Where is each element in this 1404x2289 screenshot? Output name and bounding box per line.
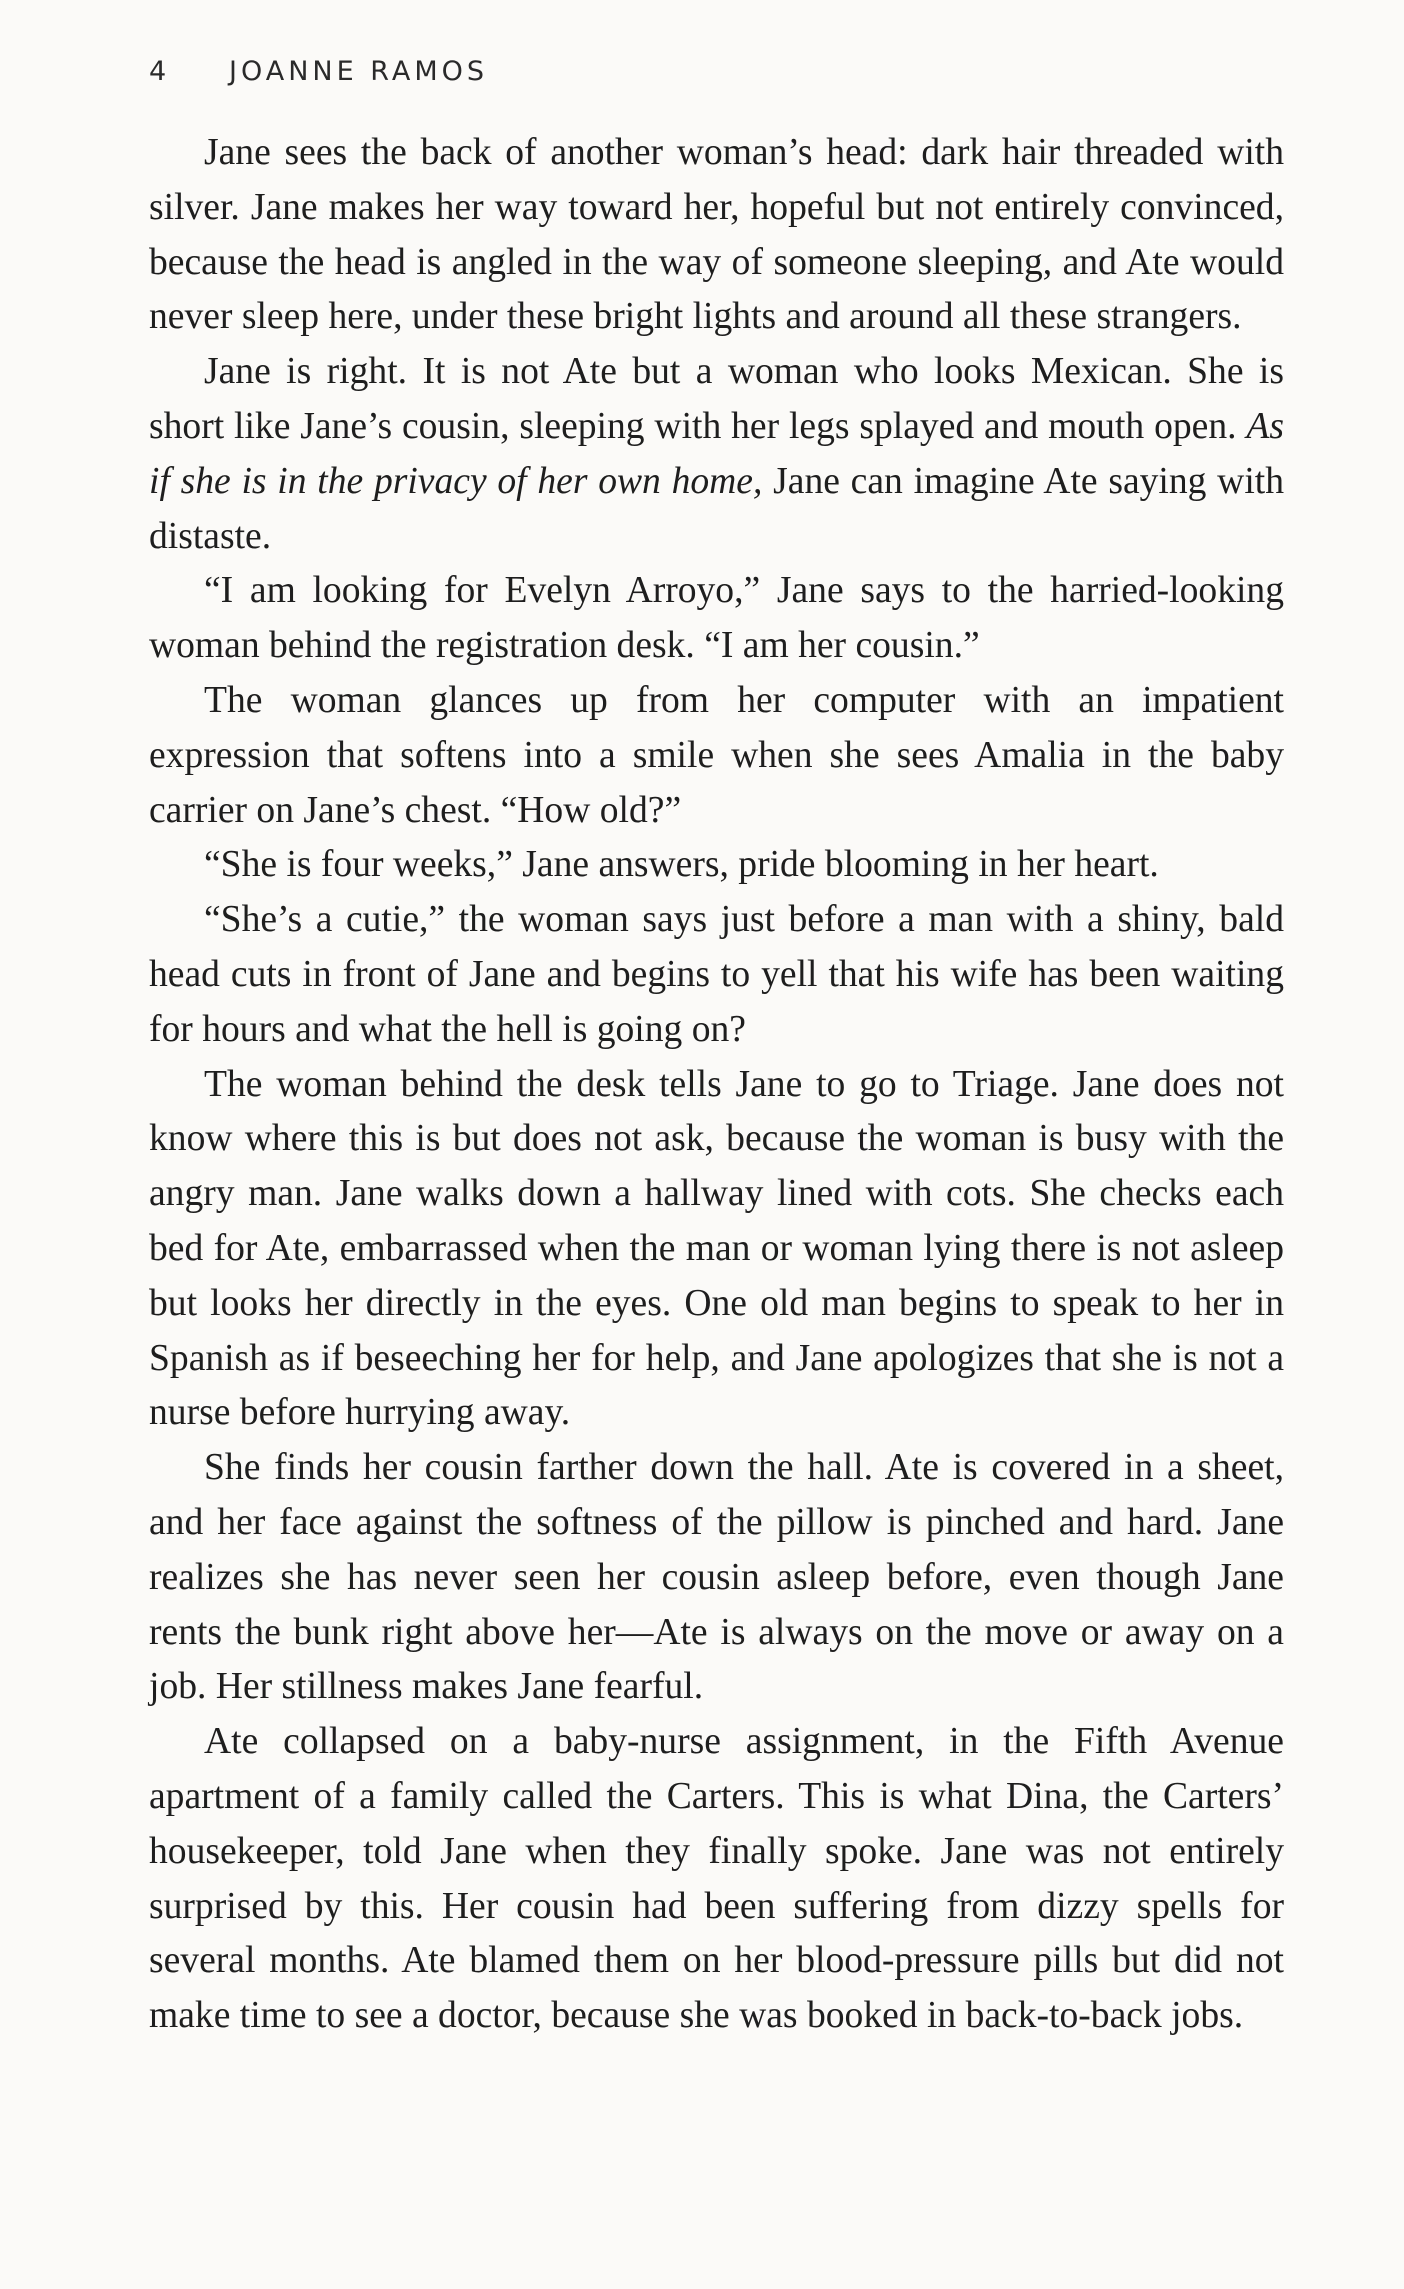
body-text [149, 126, 1284, 2044]
page-number: 4 [149, 56, 167, 87]
italic-thought: As if she is in the privacy of her own home, [149, 405, 1284, 502]
paragraph-text-continued: Jane can imagine Ate saying with distaste. [149, 460, 1284, 557]
paragraph: “She’s a cutie,” the woman says just before a man with a shiny, bald head cuts in front of Jane and begins to yell that his wife has been waiting for hours and what the hell is going on? [149, 899, 1284, 1050]
paragraph: Ate collapsed on a baby-nurse assignment, in the Fifth Avenue apartment of a family called the Carters. This is what Dina, the Carters’ housekeeper, told Jane when they finally spoke. Jane was not entirely surprised by this. Her cousin had been suffering from dizzy spells for several months. Ate blamed them on her blood-pressure pills but did not make time to see a doctor, because she was booked in back-to-back jobs. [149, 1721, 1284, 2037]
paragraph: “I am looking for Evelyn Arroyo,” Jane says to the harried-looking woman behind the registration desk. “I am her cousin.” [149, 570, 1284, 667]
author-name: JOANNE RAMOS [229, 56, 489, 87]
paragraph-text: Jane is right. It is not Ate but a woman who looks Mexican. She is short like Jane’s cousin, sleeping with her legs splayed and mouth open. [149, 351, 1284, 447]
paragraph: Jane sees the back of another woman’s head: dark hair threaded with silver. Jane makes her way toward her, hopeful but not entirely convinced, because the head is angled in the way of someone sleeping, and Ate would never sleep here, under these bright lights and around all these strangers. [149, 132, 1284, 338]
paragraph: “She is four weeks,” Jane answers, pride blooming in her heart. [204, 844, 1159, 886]
paragraph [149, 345, 1284, 564]
paragraph: She finds her cousin farther down the hall. Ate is covered in a sheet, and her face against the softness of the pillow is pinched and hard. Jane realizes she has never seen her cousin asleep before, even though Jane rents the bunk right above her—Ate is always on the move or away on a job. Her stillness makes Jane fearful. [149, 1447, 1284, 1708]
running-head [149, 56, 488, 87]
paragraph: The woman glances up from her computer with an impatient expression that softens into a smile when she sees Amalia in the baby carrier on Jane’s chest. “How old?” [149, 679, 1284, 831]
paragraph: The woman behind the desk tells Jane to go to Triage. Jane does not know where this is but does not ask, because the woman is busy with the angry man. Jane walks down a hallway lined with cots. She checks each bed for Ate, embarrassed when the man or woman lying there is not asleep but looks her directly in the eyes. One old man begins to speak to her in Spanish as if beseeching her for help, and Jane apologizes that she is not a nurse before hurrying away. [149, 1063, 1284, 1434]
